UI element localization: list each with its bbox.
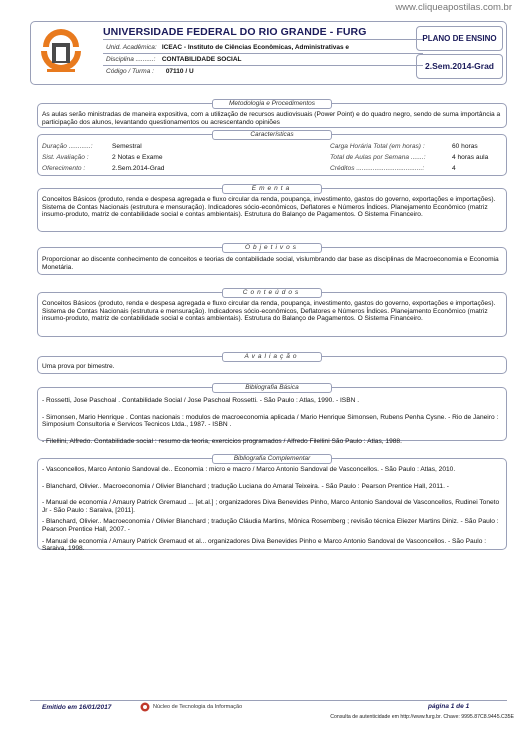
codigo-label: Código / Turma : <box>106 68 154 75</box>
bibliografia-complementar-section <box>37 455 507 553</box>
oferecimento-value: 2.Sem.2014-Grad <box>112 165 165 172</box>
objetivos-section <box>37 244 507 275</box>
list-item: - Blanchard, Olivier.. Macroeconomia / Olivier Blanchard ; tradução Luciana do Amaral Teixeira. - São Paulo : Pearson Prentice Hall, 2011. - <box>42 482 449 490</box>
conteudos-title: Conteúdos <box>222 288 322 298</box>
page-number: página 1 de 1 <box>428 703 470 710</box>
metodologia-title: Metodologia e Procedimentos <box>212 99 332 109</box>
list-item: - Blanchard, Olivier.. Macroeconomia / Olivier Blanchard ; tradução Cláudia Martins, Mônica Rosemberg ; revisão técnica Eliezer Martins Diniz. - São Paulo : Pearson Prentice Hall, 2007. - <box>42 518 499 533</box>
codigo-row <box>106 68 194 75</box>
avaliacao-text: Uma prova por bimestre. <box>42 363 115 370</box>
disciplina-value: CONTABILIDADE SOCIAL <box>161 56 242 63</box>
caracteristicas-title: Características <box>212 130 332 140</box>
disciplina-label: Disciplina ..........: <box>106 56 156 63</box>
authenticity-note: Consulta de autenticidade em http://www.furg.br. Chave: 9995.87C8.9445.C35E <box>330 714 514 720</box>
unidade-label: Unid. Acadêmica: <box>106 44 157 51</box>
carac-row <box>42 164 502 175</box>
conteudos-text: Conceitos Básicos (produto, renda e despesa agregada e fluxo circular da renda, poupança, investimento, gastos do governo, exportações e importações). Sistema de Contas Nacionais (estrutura e mensuração). Indicadores sócio-econômicos, Deflatores e Números Índices. Planejamento Econômico (matriz insumo-produto, matriz de contabilidade social e contas ambientais). Estrutura do Balanço de Pagamentos. O Sistema Financeiro. <box>42 300 496 323</box>
nti-label: Núcleo de Tecnologia da Informação <box>153 704 243 710</box>
duracao-value: Semestral <box>112 143 142 150</box>
bibliografia-complementar-title: Bibliografia Complementar <box>212 454 332 464</box>
semester-box: 2.Sem.2014-Grad <box>416 54 503 79</box>
ementa-title: Ementa <box>222 184 322 194</box>
list-item: - Simonsen, Mario Henrique . Contas nacionais : modulos de macroeconomia aplicada / Mario Henrique Simonsen, Rubens Penha Cysne. - Rio de Janeiro : Simposium Consultoria e Servicos Tecnicos Ltda., 1987. - ISBN . <box>42 413 499 429</box>
creditos-value: 4 <box>452 165 456 172</box>
disciplina-row <box>106 56 242 63</box>
document-header <box>30 21 507 85</box>
bibliografia-basica-section <box>37 384 507 445</box>
aulas-label: Total de Aulas por Semana .......: <box>330 154 426 161</box>
oferecimento-label: Oferecimento : <box>42 165 86 172</box>
duracao-label: Duração ............: <box>42 143 93 150</box>
codigo-value: 07110 / U <box>165 68 194 75</box>
header-divider <box>103 39 423 40</box>
creditos-label: Créditos ....................................: <box>330 165 425 172</box>
list-item: - Vasconcellos, Marco Antonio Sandoval de.. Economia : micro e macro / Marco Antonio Sandoval de Vasconcellos. - São Paulo : Atlas, 2010. <box>42 466 456 473</box>
furg-logo-icon <box>37 29 85 77</box>
carga-label: Carga Horária Total (em horas) : <box>330 143 425 150</box>
caracteristicas-section <box>37 131 507 176</box>
objetivos-title: Objetivos <box>222 243 322 253</box>
plano-de-ensino-title: PLANO DE ENSINO <box>416 26 503 51</box>
objetivos-text: Proporcionar ao discente conhecimento de conceitos e teorias de contabilidade social, vislumbrando dar base as disciplinas de Macroeconomia e Economia Monetária. <box>42 256 499 271</box>
carac-row <box>42 153 502 164</box>
ementa-section <box>37 185 507 232</box>
caracteristicas-grid <box>42 142 502 175</box>
university-title: UNIVERSIDADE FEDERAL DO RIO GRANDE - FURG <box>103 26 367 38</box>
list-item: - Manual de economia / Amaury Patrick Gremaud ... [et.al.] ; organizadores Diva Benevides Pinho, Marco Antonio Sandoval de Vasconcellos, Rudinei Toneto Jr - São Paulo : Saraiva, [2011]. <box>42 499 500 514</box>
header-right-boxes <box>416 26 503 80</box>
bibliografia-basica-list <box>38 388 506 453</box>
header-divider <box>103 53 423 54</box>
avaliacao-title: Avaliação <box>222 352 322 362</box>
footer-divider <box>30 700 507 701</box>
emitido-date: Emitido em 16/01/2017 <box>42 704 112 711</box>
nti-credit <box>140 702 242 712</box>
unidade-value: ICEAC - Instituto de Ciências Econômicas, Administrativas e <box>161 44 350 51</box>
header-divider <box>103 65 423 66</box>
list-item: - Rossetti, Jose Paschoal . Contabilidade Social / Jose Paschoal Rossetti. - São Paulo : Atlas, 1990. - ISBN . <box>42 397 360 404</box>
avaliacao-section <box>37 353 507 374</box>
avaliacao-value: 2 Notas e Exame <box>112 154 163 161</box>
metodologia-section <box>37 100 507 128</box>
conteudos-section <box>37 289 507 337</box>
carga-value: 60 horas <box>452 143 478 150</box>
bibliografia-complementar-list <box>38 459 506 561</box>
bibliografia-basica-title: Bibliografia Básica <box>212 383 332 393</box>
metodologia-text: As aulas serão ministradas de maneira expositiva, com a utilização de recursos audiovisuais (Power Point) e do quadro negro, sendo de suma importância a participação dos alunos, levantando questionamentos ou acrescentando opiniões <box>42 111 501 126</box>
nti-logo-icon <box>140 702 150 712</box>
aulas-value: 4 horas aula <box>452 154 489 161</box>
list-item: - Manual de economia / Amaury Patrick Gremaud et al... organizadores Diva Benevides Pinho e Marco Antonio Sandoval de Vasconcellos. - São Paulo : Saraiva, 1998. <box>42 537 487 553</box>
avaliacao-label: Sist. Avaliação : <box>42 154 89 161</box>
ementa-text: Conceitos Básicos (produto, renda e despesa agregada e fluxo circular da renda, poupança, investimento, gastos do governo, exportações e importações). Sistema de Contas Nacionais (estrutura e mensuração). Indicadores sócio-econômicos, Deflatores e Números Índices. Planejamento Econômico (matriz insumo-produto, matriz de contabilidade social e contas ambientais). Estrutura do Balanço de Pagamentos. O Sistema Financeiro. <box>42 196 496 219</box>
list-item: - Filellini, Alfredo. Contabilidade social : resumo da teoria, exercicios programados / Alfredo Filellini São Paulo : Atlas, 1988. <box>42 437 402 445</box>
unidade-row <box>106 44 349 51</box>
carac-row <box>42 142 502 153</box>
watermark: www.cliqueapostilas.com.br <box>395 2 512 13</box>
